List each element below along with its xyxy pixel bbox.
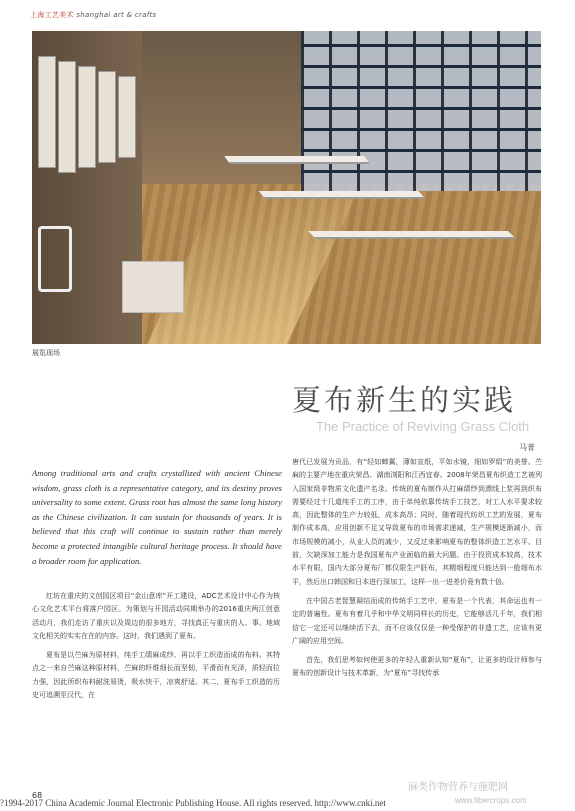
hanging-panel xyxy=(38,56,56,168)
hanging-panel xyxy=(118,76,136,158)
body-column-left xyxy=(32,590,280,702)
english-abstract: Among traditional arts and crafts crystallized with ancient Chinese wisdom, grass cloth is a representative category, and its destiny proves universality to some extent. Grass root has almost the same long history as the Chinese civilization. It can sustain for thousands of years. It is believed that this craft will continue to sustain rather than merely become a protected intangible cultural heritage process. It should have a broader room for application. xyxy=(32,468,282,566)
hanging-panel xyxy=(78,66,96,168)
exhibition-photo xyxy=(32,31,541,344)
watermark-url: www.fibercrops.com xyxy=(455,796,527,805)
header-en: shanghai art & crafts xyxy=(76,11,157,19)
hanging-panel xyxy=(58,61,76,173)
article-subtitle-en: The Practice of Reviving Grass Cloth xyxy=(316,419,530,434)
photo-window-bars xyxy=(301,31,541,191)
paragraph: 首先，我们思考如何使更多的年轻人重新认知“夏布”，让更多的设计师参与夏布的创新设计与技术革新，为“夏布”寻找传承 xyxy=(292,656,542,678)
display-table xyxy=(259,191,426,199)
watermark-text: 麻类作物营养与施肥网 xyxy=(408,782,508,793)
article-title: 夏布新生的实践 xyxy=(292,383,517,417)
paragraph: 在中国古老智慧凝结而成的传统手工艺中，夏布是一个代表，其命运也有一定的普遍性。夏布有着几乎和中华文明同样长的历史，它能够活几千年，我们相信它一定还可以继续活下去，而不应该仅仅是一种受保护的非遗工艺，应该有更广阔的应用空间。 xyxy=(292,596,542,645)
photo-caption: 展览现场 xyxy=(32,349,60,357)
hanging-panel xyxy=(98,71,116,163)
magazine-header xyxy=(30,10,157,20)
display-table xyxy=(308,231,516,239)
display-pedestal xyxy=(122,261,184,313)
page-number: 68 xyxy=(32,791,43,800)
header-cn: 上海工艺美术 xyxy=(30,11,74,19)
article-author: 马菁 xyxy=(519,443,535,452)
paragraph: 唐代已发展为贡品，有“轻如蝉翼，薄如宣纸，平如水镜，细如罗绢”的美誉。苎麻的主要产地在重庆荣昌、湖南浏阳和江西宜春。2008年荣昌夏布织造工艺被列入国家级非物质文化遗产名录。传统的夏布制作从打麻绩纱到漂线上浆再到织布需要经过十几道纯手工的工序，由于单纯依靠传统手工技艺，对工人水平要求较高，因此整体的生产力较低，成本高昂；同时，随着现代纺织工艺的发展，夏布制作成本高，应用创新不足又导致夏布的市场需求递减，生产规模逐渐减小，而市场规模的减小，从业人员的减少，又反过来影响夏布的整体织造工艺水平。目前，欠缺深加工能力是我国夏布产业面临的最大问题。由于投资成本较高，技术水平有限，国内大部分夏布厂都仅限生产胚布，其精细程度只能达到一般细布水平，然后出口韩国和日本进行深加工，这样一出一进差价竟有数十倍。 xyxy=(292,458,542,586)
paragraph: 红坊在重庆的文创园区项目“金山意库”开工建设，ADC艺术设计中心作为核心文化艺术平台将落户园区。为策划与开园活动同期举办的2016重庆两江创意活动月，我们走访了重庆以及周边的很多地方，寻找真正与重庆的人、事、地域文化相关的实实在在的内容。这时，我们遇到了夏布。 xyxy=(32,592,280,640)
paragraph: 夏布是以苎麻为原材料，纯手工绩麻成纱、再以手工织造而成的布料。其特点之一来自苎麻这种原材料，苎麻的纤维细长而坚韧，平滑而有光泽，质轻而拉力强，因此所织布料耐洗易烫，吸水快干，凉爽舒适。其二，夏布手工织造的历史可追溯至汉代，在 xyxy=(32,651,280,700)
display-table xyxy=(224,156,370,164)
copyright-footer: ?1994-2017 China Academic Journal Electronic Publishing House. All rights reserved. http://www.cnki.net xyxy=(0,798,386,808)
body-column-right xyxy=(292,456,542,681)
white-chair xyxy=(38,226,72,292)
